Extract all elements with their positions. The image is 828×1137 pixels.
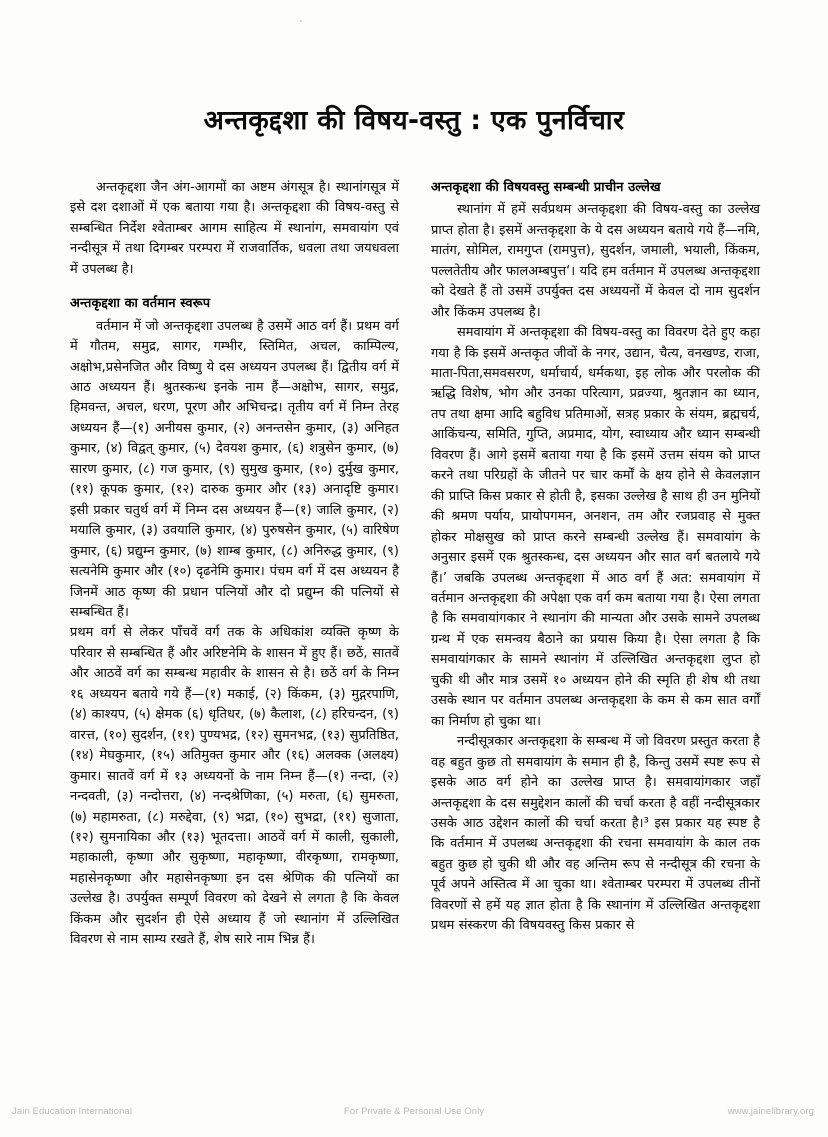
page-title: अन्तकृद्दशा की विषय-वस्तु : एक पुनर्विचार bbox=[203, 104, 625, 136]
section-heading-current-form: अन्तकृद्दशा का वर्तमान स्वरूप bbox=[70, 296, 211, 312]
two-column-body bbox=[70, 178, 760, 1058]
right-column bbox=[431, 178, 760, 937]
right-paragraph-2: समवायांग में अन्तकृद्दशा की विषय-वस्तु का विवरण देते हुए कहा गया है कि इसमें अन्तकृत जीवों के नगर, उद्यान, चैत्य, वनखण्ड, राजा, माता-पिता,समवसरण, धर्माचार्य, धर्मकथा, इह लोक और परलोक की ऋद्धि विशेष, भोग और उनका परित्याग, प्रव्रज्या, श्रुतज्ञान का ध्यान, तप तथा क्षमा आदि बहुविध प्रतिमाओं, सत्रह प्रकार के संयम, ब्रह्मचर्य, आकिंचन्य, समिति, गुप्ति, अप्रमाद, योग, स्वाध्याय और ध्यान सम्बन्धी विवरण हैं। आगे इसमें बताया गया है कि इसमें उत्तम संयम को प्राप्त करने तथा परिग्रहों के जीतने पर चार कर्मों के क्षय होने से केवलज्ञान की प्राप्ति किस प्रकार से होती है, इसका उल्लेख है साथ ही उन मुनियों की श्रमण पर्याय, प्रायोपगमन, अनशन, तम और रजप्रवाह से मुक्त होकर मोक्षसुख को प्राप्त करने सम्बन्धी उल्लेख हैं। समवायांग के अनुसार इसमें एक श्रुतस्कन्ध, दस अध्ययन और सात वर्ग बतलाये गये हैं।’ जबकि उपलब्ध अन्तकृद्दशा में आठ वर्ग हैं अत: समवायांग में वर्तमान अन्तकृद्दशा की अपेक्षा एक वर्ग कम बताया गया है। ऐसा लगता है कि समवायांगकार ने स्थानांग की मान्यता और उसके सामने उपलब्ध ग्रन्थ में एक समन्वय बैठाने का प्रयास किया है। ऐसा लगता है कि समवायांगकार के सामने स्थानांग में उल्लिखित अन्तकृद्दशा लुप्त हो चुकी थी और मात्र उसमें १० अध्ययन होने की स्मृति ही शेष थी तथा उसके स्थान पर वर्तमान उपलब्ध अन्तकृद्दशा के कम से कम सात वर्गों का निर्माण हो चुका था। bbox=[431, 325, 760, 729]
page-footer bbox=[0, 1096, 828, 1126]
left-paragraph-2: वर्तमान में जो अन्तकृद्दशा उपलब्ध है उसमें आठ वर्ग हैं। प्रथम वर्ग में गौतम, समुद्र, सागर, गम्भीर, स्तिमित, अचल, काम्पिल्य, अक्षोभ,प्रसेनजित और विष्णु ये दस अध्ययन उपलब्ध हैं। द्वितीय वर्ग में आठ अध्ययन हैं। श्रुतस्कन्ध इनके नाम हैं—अक्षोभ, सागर, समुद्र, हिमवन्त, अचल, धरण, पूरण और अभिचन्द्र। तृतीय वर्ग में निम्न तेरह अध्ययन हैं—(१) अनीयस कुमार, (२) अनन्तसेन कुमार, (३) अनिहत कुमार, (४) विद्वत् कुमार, (५) देवयश कुमार, (६) शत्रुसेन कुमार, (७) सारण कुमार, (८) गज कुमार, (९) सुमुख कुमार, (१०) दुर्मुख कुमार, (११) कूपक कुमार, (१२) दारुक कुमार और (१३) अनादृष्टि कुमार। इसी प्रकार चतुर्थ वर्ग में निम्न दस अध्ययन हैं—(१) जालि कुमार, (२) मयालि कुमार, (३) उवयालि कुमार, (४) पुरुषसेन कुमार, (५) वारिषेण कुमार, (६) प्रद्युम्न कुमार, (७) शाम्ब कुमार, (८) अनिरुद्ध कुमार, (९) सत्यनेमि कुमार और (१०) दृढनेमि कुमार। पंचम वर्ग में दस अध्ययन है जिनमें आठ कृष्ण की प्रधान पत्नियों और दो प्रद्युम्न की पत्नियों से सम्बन्धित हैं। bbox=[70, 318, 399, 620]
section-heading-ancient-references: अन्तकृद्दशा की विषयवस्तु सम्बन्धी प्राचीन उल्लेख bbox=[431, 180, 661, 195]
left-paragraph-1: अन्तकृद्दशा जैन अंग-आगमों का अष्टम अंगसूत्र है। स्थानांगसूत्र में इसे दश दशाओं में एक बताया गया है। अन्तकृद्दशा की विषय-वस्तु से सम्बन्धित निर्देश श्वेताम्बर आगम साहित्य में स्थानांग, समवायांग एवं नन्दीसूत्र में तथा दिगम्बर परम्परा में राजवार्तिक, धवला तथा जयधवला में उपलब्ध है। bbox=[70, 180, 399, 277]
footer-organization: Jain Education International bbox=[12, 1105, 133, 1117]
left-paragraph-3: प्रथम वर्ग से लेकर पाँचवें वर्ग तक के अधिकांश व्यक्ति कृष्ण के परिवार से सम्बन्धित हैं और अरिष्टनेमि के शासन में हुए हैं। छठें, सातवें और आठवें वर्ग का सम्बन्ध महावीर के शासन से है। छठें वर्ग के निम्न १६ अध्ययन बताये गये हैं—(१) मकाई, (२) किंकम, (३) मुद्गरपाणि, (४) काश्यप, (५) क्षेमक (६) धृतिधर, (७) कैलाश, (८) हरिचन्दन, (९) वारत्त, (१०) सुदर्शन, (११) पुण्यभद्र, (१२) सुमनभद्र, (१३) सुप्रतिष्ठित, (१४) मेघकुमार, (१५) अतिमुक्त कुमार और (१६) अलक्क (अलक्ष्य) कुमार। सातवें वर्ग में १३ अध्ययनों के नाम निम्न हैं—(१) नन्दा, (२) नन्दवती, (३) नन्दोत्तरा, (४) नन्दश्रेणिका, (५) मरुता, (६) सुमरुता, (७) महामरुता, (८) मरुद्देवा, (९) भद्रा, (१०) सुभद्रा, (११) सुजाता, (१२) सुमनायिका और (१३) भूतदत्ता। आठवें वर्ग में काली, सुकाली, महाकाली, कृष्णा और सुकृष्णा, महाकृष्णा, वीरकृष्णा, रामकृष्णा, महासेनकृष्णा और महासेनकृष्णा इन दस श्रेणिक की पत्नियों का उल्लेख है। उपर्युक्त सम्पूर्ण विवरण को देखने से लगता है कि केवल किंकम और सुदर्शन ही ऐसे अध्याय हैं जो स्थानांग में उल्लिखित विवरण से नाम साम्य रखते हैं, शेष सारे नाम भिन्न हैं। bbox=[70, 625, 399, 948]
footer-speck bbox=[300, 20, 302, 22]
right-paragraph-3: नन्दीसूत्रकार अन्तकृद्दशा के सम्बन्ध में जो विवरण प्रस्तुत करता है वह बहुत कुछ तो समवायांग के समान ही है, किन्तु उसमें स्पष्ट रूप से इसके आठ वर्ग होने का उल्लेख प्राप्त है। समवायांगकार जहाँ अन्तकृद्दशा के दस समुद्देशन कालों की चर्चा करता है वहीं नन्दीसूत्रकार उसके आठ उद्देशन कालों की चर्चा करता है।³ इस प्रकार यह स्पष्ट है कि वर्तमान में उपलब्ध अन्तकृद्दशा की रचना समवायांग के काल तक बहुत कुछ हो चुकी थी और वह अन्तिम रूप से नन्दीसूत्र की रचना के पूर्व अपने अस्तित्व में आ चुका था। श्वेताम्बर परम्परा में उपलब्ध तीनों विवरणों से हमें यह ज्ञात होता है कि स्थानांग में उल्लिखित अन्तकृद्दशा प्रथम संस्करण की विषयवस्तु किस प्रकार से bbox=[431, 734, 760, 934]
footer-website: www.jainelibrary.org bbox=[727, 1105, 814, 1117]
right-paragraph-1: स्थानांग में हमें सर्वप्रथम अन्तकृद्दशा की विषय-वस्तु का उल्लेख प्राप्त होता है। इसमें अन्तकृद्दशा के ये दस अध्ययन बताये गये हैं—नमि, मातंग, सोमिल, रामगुप्त (रामपुत्त), सुदर्शन, जमाली, भयाली, किंकम, पल्लतेतीय और फालअम्बपुत्त‘। यदि हम वर्तमान में उपलब्ध अन्तकृद्दशा को देखते हैं तो उसमें उपर्युक्त दस अध्ययनों में केवल दो नाम सुदर्शन और किंकम उपलब्ध है। bbox=[431, 202, 760, 320]
left-column bbox=[70, 178, 399, 951]
footer-usage-notice: For Private & Personal Use Only bbox=[343, 1105, 485, 1117]
